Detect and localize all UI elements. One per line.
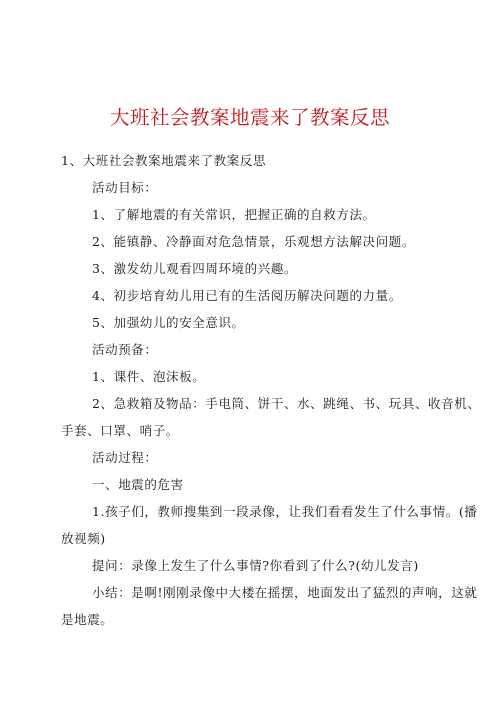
text-line: 提问：录像上发生了什么事情?你看到了什么?(幼儿发言) bbox=[92, 558, 419, 573]
text-line: 5、加强幼儿的安全意识。 bbox=[92, 315, 245, 330]
text-line: 2、急救箱及物品：手电筒、饼干、水、跳绳、书、玩具、收音机、 bbox=[92, 396, 481, 411]
text-line: 1.孩子们，教师搜集到一段录像，让我们看看发生了什么事情。(播 bbox=[92, 504, 478, 519]
document-title: 大班社会教案地震来了教案反思 bbox=[109, 106, 390, 129]
text-line: 手套、口罩、哨子。 bbox=[61, 423, 179, 438]
text-line: 放视频) bbox=[61, 531, 106, 546]
text-line: 是地震。 bbox=[61, 612, 114, 627]
text-line: 1、课件、泡沫板。 bbox=[92, 369, 206, 384]
text-line: 活动预备： bbox=[92, 342, 158, 357]
text-line: 1、大班社会教案地震来了教案反思 bbox=[61, 153, 267, 168]
text-line: 4、初步培育幼儿用已有的生活阅历解决问题的力量。 bbox=[92, 288, 402, 303]
text-line: 小结：是啊!刚刚录像中大楼在摇摆，地面发出了猛烈的声响，这就 bbox=[92, 585, 478, 600]
text-line: 活动目标： bbox=[92, 180, 158, 195]
text-line: 活动过程： bbox=[92, 450, 158, 465]
text-line: 一、地震的危害 bbox=[92, 477, 184, 492]
text-line: 1、了解地震的有关常识，把握正确的自救方法。 bbox=[92, 207, 376, 222]
text-line: 3、激发幼儿观看四周环境的兴趣。 bbox=[92, 261, 298, 276]
text-line: 2、能镇静、冷静面对危急情景，乐观想方法解决问题。 bbox=[92, 234, 415, 249]
